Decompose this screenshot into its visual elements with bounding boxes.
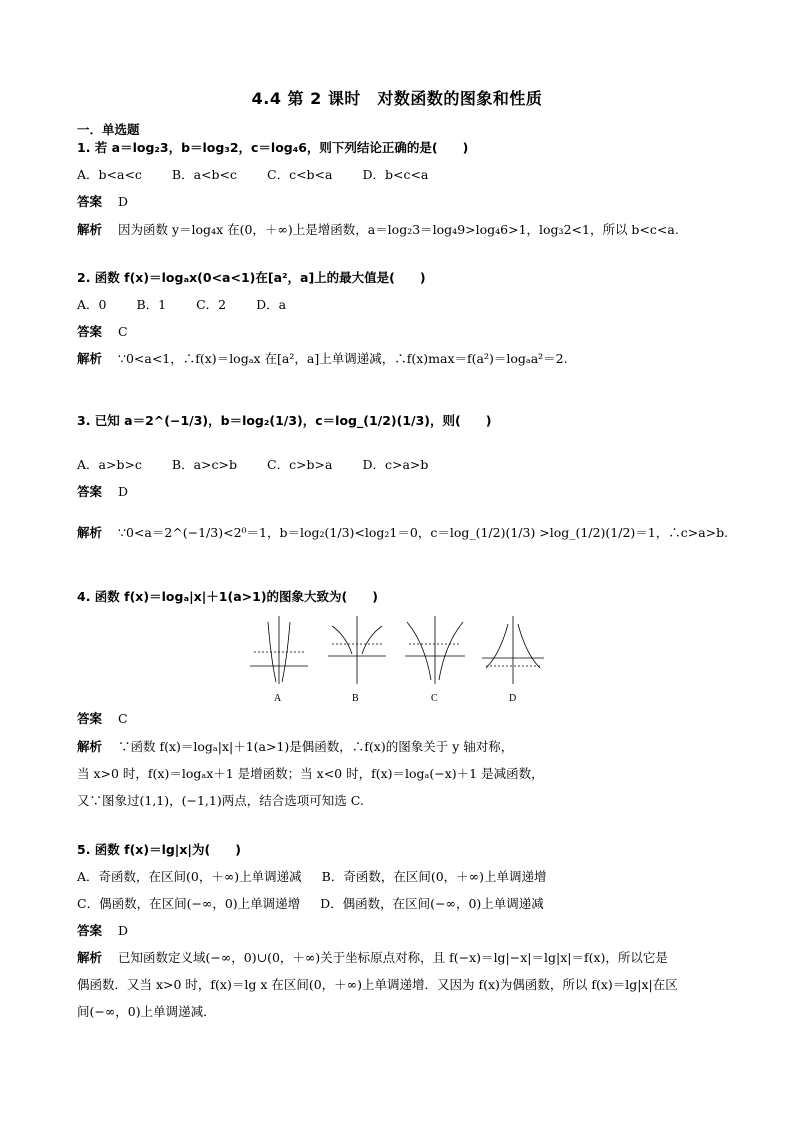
q3-analysis: ∵0<a＝2^(−1/3)<2⁰＝1，b＝log₂(1/3)<log₂1＝0，c＝log_(1/2)(1/3) >log_(1/2)(1/2)＝1，∴c>a>b. [118,525,729,540]
q4-analysis-line-3: 又∵图象过(1,1)，(−1,1)两点，结合选项可知选 C. [77,793,364,808]
q5-option-d: D．偶函数，在区间(−∞，0)上单调递减 [320,896,544,911]
q5-options-row-2 [77,895,544,913]
q5-analysis-line-1 [77,949,668,967]
q1-option-c: C．c<b<a [267,167,333,182]
q3-option-a: A．a>b>c [77,457,142,472]
q2-analysis: ∵0<a<1，∴f(x)＝logₐx 在[a²，a]上单调递减，∴f(x)max＝f(a²)＝logₐa²＝2. [118,351,568,366]
answer-label: 答案 [77,324,103,339]
q2-analysis-line [77,350,568,368]
graph-c-curve-left [407,622,431,680]
q4-graph-options [250,614,550,704]
q2-option-c: C．2 [196,297,227,312]
analysis-label: 解析 [77,222,103,237]
graph-c-curve-right [439,622,463,680]
answer-label: 答案 [77,484,103,499]
q5-analysis-line-2: 偶函数．又当 x>0 时，f(x)＝lg x 在区间(0，＋∞)上单调递增．又因为 f(x)为偶函数，所以 f(x)＝lg|x|在区 [77,977,678,992]
q2-answer-line [77,323,128,341]
q2-options [77,296,312,314]
analysis-label: 解析 [77,950,103,965]
q3-analysis-line [77,524,728,542]
q1-answer-line [77,193,128,211]
q5-answer-line [77,922,128,940]
q3-answer-line [77,483,128,501]
q5-option-b: B．奇函数，在区间(0，＋∞)上单调递增 [321,869,547,884]
q1-option-d: D．b<c<a [362,167,429,182]
graph-d-curve-right [518,624,540,668]
q4-answer: C [118,711,128,726]
analysis-label: 解析 [77,351,103,366]
graph-d [482,616,544,684]
q5-option-a: A．奇函数，在区间(0，＋∞)上单调递减 [77,869,302,884]
q3-option-c: C．c>b>a [267,457,333,472]
q3-answer: D [118,484,129,499]
q3-options [77,456,454,474]
graph-label-d: D [509,693,517,704]
q3-stem: 3. 已知 a＝2^(−1/3)，b＝log₂(1/3)，c＝log_(1/2)(1/3)，则( ) [77,413,492,428]
q2-option-d: D．a [256,297,287,312]
q2-stem: 2. 函数 f(x)＝logₐx(0<a<1)在[a²，a]上的最大值是( ) [77,270,426,285]
graph-b-curve-left [332,626,352,654]
q4-analysis-line-2: 当 x>0 时，f(x)＝logₐx＋1 是增函数；当 x<0 时，f(x)＝logₐ(−x)＋1 是减函数， [77,766,544,781]
q4-answer-line [77,710,128,728]
analysis-label: 解析 [77,525,103,540]
q3-option-d: D．c>a>b [362,457,429,472]
q5-analysis-1: 已知函数定义域(−∞，0)∪(0，＋∞)关于坐标原点对称，且 f(−x)＝lg|−x|＝lg|x|＝f(x)，所以它是 [118,950,668,965]
q2-option-b: B．1 [136,297,167,312]
q2-option-a: A．0 [77,297,107,312]
answer-label: 答案 [77,923,103,938]
graph-b [328,616,386,684]
graph-label-c: C [431,693,438,704]
q1-option-a: A．b<a<c [77,167,142,182]
section-heading: 一．单选题 [77,122,140,137]
answer-label: 答案 [77,194,103,209]
graph-c [405,616,465,684]
q4-analysis-1: ∵函数 f(x)＝logₐ|x|＋1(a>1)是偶函数，∴f(x)的图象关于 y 轴对称， [118,739,514,754]
q2-answer: C [118,324,128,339]
graph-b-curve-right [362,626,382,654]
q1-analysis: 因为函数 y＝log₄x 在(0，＋∞)上是增函数，a＝log₂3＝log₄9>log₄6>1，log₃2<1，所以 b<c<a. [118,222,679,237]
page-title: 4.4 第 2 课时 对数函数的图象和性质 [251,89,543,108]
q4-stem: 4. 函数 f(x)＝logₐ|x|＋1(a>1)的图象大致为( ) [77,589,378,604]
analysis-label: 解析 [77,739,103,754]
q1-analysis-line [77,221,679,239]
graph-a [250,616,308,684]
graph-label-b: B [352,693,359,704]
graph-d-curve-left [486,624,508,668]
q5-option-c: C．偶函数，在区间(−∞，0)上单调递增 [77,896,301,911]
q5-options-row-1 [77,868,546,886]
answer-label: 答案 [77,711,103,726]
q5-stem: 5. 函数 f(x)＝lg|x|为( ) [77,842,241,857]
q5-analysis-line-3: 间(−∞，0)上单调递减． [77,1004,216,1019]
q3-option-b: B．a>c>b [171,457,238,472]
q1-options [77,166,454,184]
q1-stem: 1. 若 a＝log₂3，b＝log₃2，c＝log₄6，则下列结论正确的是( ) [77,140,469,155]
q1-answer: D [118,194,129,209]
q4-analysis-line-1 [77,738,513,756]
q1-option-b: B．a<b<c [171,167,238,182]
q5-answer: D [118,923,129,938]
q4-graphs-figure [250,614,550,692]
graph-label-a: A [274,693,282,704]
